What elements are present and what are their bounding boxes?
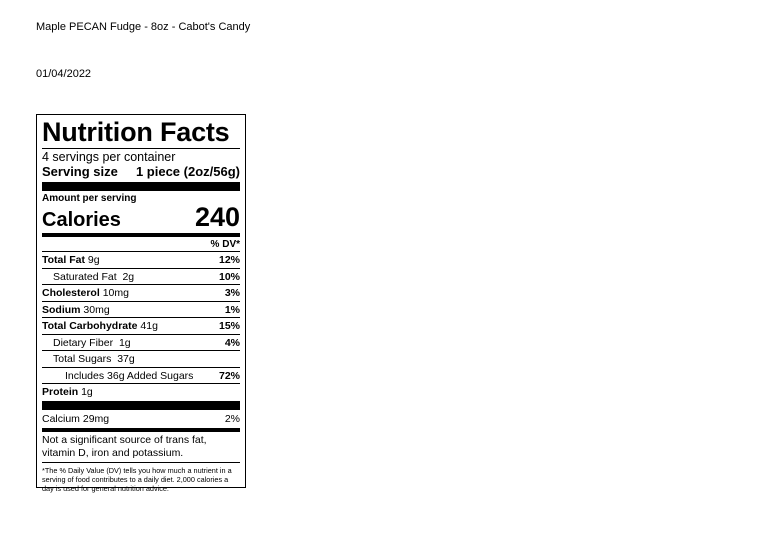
nutrient-row-sodium bbox=[42, 302, 240, 319]
mineral-dv: 2% bbox=[224, 412, 240, 425]
nutrient-name: Protein bbox=[42, 386, 79, 398]
nutrient-name: Dietary Fiber bbox=[53, 336, 114, 349]
calories-label: Calories bbox=[42, 209, 121, 231]
nutrient-row-saturated-fat bbox=[42, 269, 240, 286]
nutrient-amount: 37g bbox=[117, 353, 135, 365]
nutrient-dv: 15% bbox=[218, 320, 240, 332]
nutrient-name: Includes 36g Added Sugars bbox=[65, 369, 194, 382]
servings-per-container: 4 servings per container bbox=[42, 150, 176, 164]
daily-value-footnote: *The % Daily Value (DV) tells you how much a nutrient in a serving of food contributes to a daily diet. 2,000 calories a day is used for general nutrition advice. bbox=[42, 465, 232, 493]
medium-divider bbox=[42, 428, 240, 432]
nutrient-name: Sodium bbox=[42, 303, 81, 316]
thick-divider bbox=[42, 182, 240, 191]
nutrient-amount: 30mg bbox=[83, 303, 110, 316]
amount-per-serving: Amount per serving bbox=[42, 193, 137, 204]
calories-row bbox=[42, 202, 240, 232]
nutrient-name: Total Sugars bbox=[53, 353, 112, 365]
nutrient-name: Total Fat bbox=[42, 254, 85, 266]
nutrient-dv: 4% bbox=[224, 336, 240, 349]
nutrient-amount: 10mg bbox=[102, 287, 129, 299]
thick-divider bbox=[42, 401, 240, 410]
medium-divider bbox=[42, 233, 240, 237]
nutrition-facts-label bbox=[36, 114, 246, 493]
nutrient-row-cholesterol bbox=[42, 285, 240, 302]
nutrient-amount: 9g bbox=[87, 254, 100, 266]
nutrient-row-total-sugars bbox=[42, 351, 240, 368]
mineral-amount: 29mg bbox=[82, 412, 110, 425]
nutrition-facts-title: Nutrition Facts bbox=[42, 117, 230, 147]
nutrient-amount: 41g bbox=[140, 320, 158, 332]
nutrient-row-total-fat bbox=[42, 252, 240, 269]
serving-size-row bbox=[42, 164, 240, 180]
nutrient-name: Saturated Fat bbox=[53, 270, 117, 283]
nutrient-amount: 2g bbox=[122, 270, 135, 283]
nutrient-row-protein bbox=[42, 384, 240, 400]
nutrient-dv: 3% bbox=[224, 287, 240, 299]
nutrient-name: Cholesterol bbox=[42, 287, 100, 299]
mineral-name: Calcium bbox=[42, 412, 80, 425]
nutrient-amount: 1g bbox=[81, 386, 93, 398]
not-significant-note: Not a significant source of trans fat, vitamin D, iron and potassium. bbox=[42, 434, 240, 463]
serving-size-label: Serving size bbox=[42, 164, 118, 179]
document-date: 01/04/2022 bbox=[36, 68, 92, 80]
nutrient-dv: 10% bbox=[218, 270, 240, 283]
nutrient-name: Total Carbohydrate bbox=[42, 320, 138, 332]
mineral-row-calcium bbox=[42, 411, 240, 427]
nutrient-dv: 72% bbox=[218, 369, 240, 382]
nutrient-row-added-sugars bbox=[42, 368, 240, 385]
nutrient-dv: 12% bbox=[218, 254, 240, 266]
nutrient-row-dietary-fiber bbox=[42, 335, 240, 352]
document-title: Maple PECAN Fudge - 8oz - Cabot's Candy bbox=[36, 21, 251, 33]
calories-value: 240 bbox=[194, 202, 240, 232]
daily-value-header: % DV* bbox=[42, 238, 240, 252]
divider bbox=[42, 148, 240, 149]
nutrient-row-total-carbohydrate bbox=[42, 318, 240, 335]
nutrient-amount: 1g bbox=[118, 336, 131, 349]
serving-size-value: 1 piece (2oz/56g) bbox=[135, 164, 240, 179]
nutrient-dv: 1% bbox=[224, 303, 240, 316]
